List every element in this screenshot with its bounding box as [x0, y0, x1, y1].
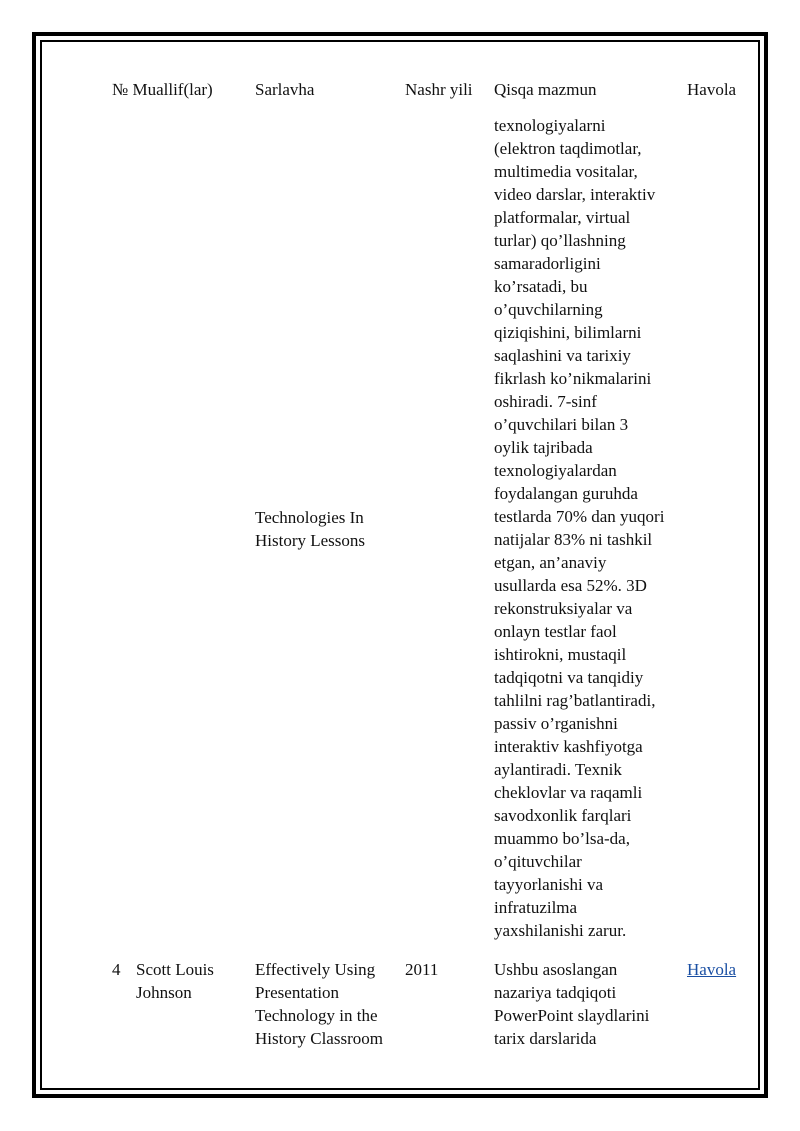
summary-line: oshiradi. 7-sinf [494, 392, 597, 411]
header-year: Nashr yili [405, 80, 473, 99]
title-line: Presentation [255, 983, 340, 1002]
summary-line: savodxonlik farqlari [494, 806, 632, 825]
title-line: Technologies In [255, 508, 364, 527]
summary-line: tahlilni rag’batlantiradi, [494, 691, 656, 710]
summary-line: Ushbu asoslangan [494, 960, 618, 979]
title-line: Effectively Using [255, 960, 376, 979]
summary-line: infratuzilma [494, 898, 578, 917]
summary-line: o’quvchilari bilan 3 [494, 415, 629, 434]
summary-line: texnologiyalarni [494, 116, 606, 135]
row-summary [494, 958, 684, 1050]
summary-line: o’qituvchilar [494, 852, 582, 871]
summary-line: platformalar, virtual [494, 208, 631, 227]
summary-line: oylik tajribada [494, 438, 593, 457]
row-number: 4 [112, 960, 121, 979]
summary-line: tarix darslarida [494, 1029, 597, 1048]
summary-line: interaktiv kashfiyotga [494, 737, 643, 756]
summary-line: samaradorligini [494, 254, 601, 273]
summary-line: passiv o’rganishni [494, 714, 618, 733]
summary-line: video darslar, interaktiv [494, 185, 656, 204]
summary-line: saqlashini va tarixiy [494, 346, 631, 365]
summary-line: etgan, an’anaviy [494, 553, 607, 572]
havola-link[interactable]: Havola [687, 960, 737, 979]
title-line: History Lessons [255, 531, 366, 550]
summary-line: fikrlash ko’nikmalarini [494, 369, 652, 388]
summary-line: rekonstruksiyalar va [494, 599, 633, 618]
summary-line: nazariya tadqiqoti [494, 983, 617, 1002]
summary-line: cheklovlar va raqamli [494, 783, 643, 802]
title-line: History Classroom [255, 1029, 383, 1048]
summary-line: natijalar 83% ni tashkil [494, 530, 653, 549]
summary-line: onlayn testlar faol [494, 622, 617, 641]
summary-line: ko’rsatadi, bu [494, 277, 588, 296]
summary-line: muammo bo’lsa-da, [494, 829, 630, 848]
summary-line: texnologiyalardan [494, 461, 617, 480]
summary-line: ishtirokni, mustaqil [494, 645, 627, 664]
row-year: 2011 [405, 960, 439, 979]
summary-line: o’quvchilarning [494, 300, 603, 319]
summary-line: yaxshilanishi zarur. [494, 921, 627, 940]
header-no-author: № Muallif(lar) [112, 80, 213, 99]
title-line: Technology in the [255, 1006, 378, 1025]
summary-line: testlarda 70% dan yuqori [494, 507, 665, 526]
summary-line: multimedia vositalar, [494, 162, 638, 181]
continued-row-title [255, 506, 400, 552]
header-title: Sarlavha [255, 80, 315, 99]
author-line: Johnson [136, 983, 192, 1002]
summary-line: turlar) qo’llashning [494, 231, 626, 250]
author-line: Scott Louis [136, 960, 214, 979]
header-link: Havola [687, 80, 737, 99]
summary-line: tadqiqotni va tanqidiy [494, 668, 644, 687]
summary-line: qiziqishini, bilimlarni [494, 323, 642, 342]
row-title [255, 958, 400, 1050]
row-author [136, 958, 246, 1004]
continued-row-summary [494, 114, 684, 942]
summary-line: aylantiradi. Texnik [494, 760, 622, 779]
summary-line: PowerPoint slaydlarini [494, 1006, 650, 1025]
summary-line: foydalangan guruhda [494, 484, 638, 503]
summary-line: usullarda esa 52%. 3D [494, 576, 647, 595]
summary-line: (elektron taqdimotlar, [494, 139, 642, 158]
header-summary: Qisqa mazmun [494, 80, 597, 99]
summary-line: tayyorlanishi va [494, 875, 604, 894]
